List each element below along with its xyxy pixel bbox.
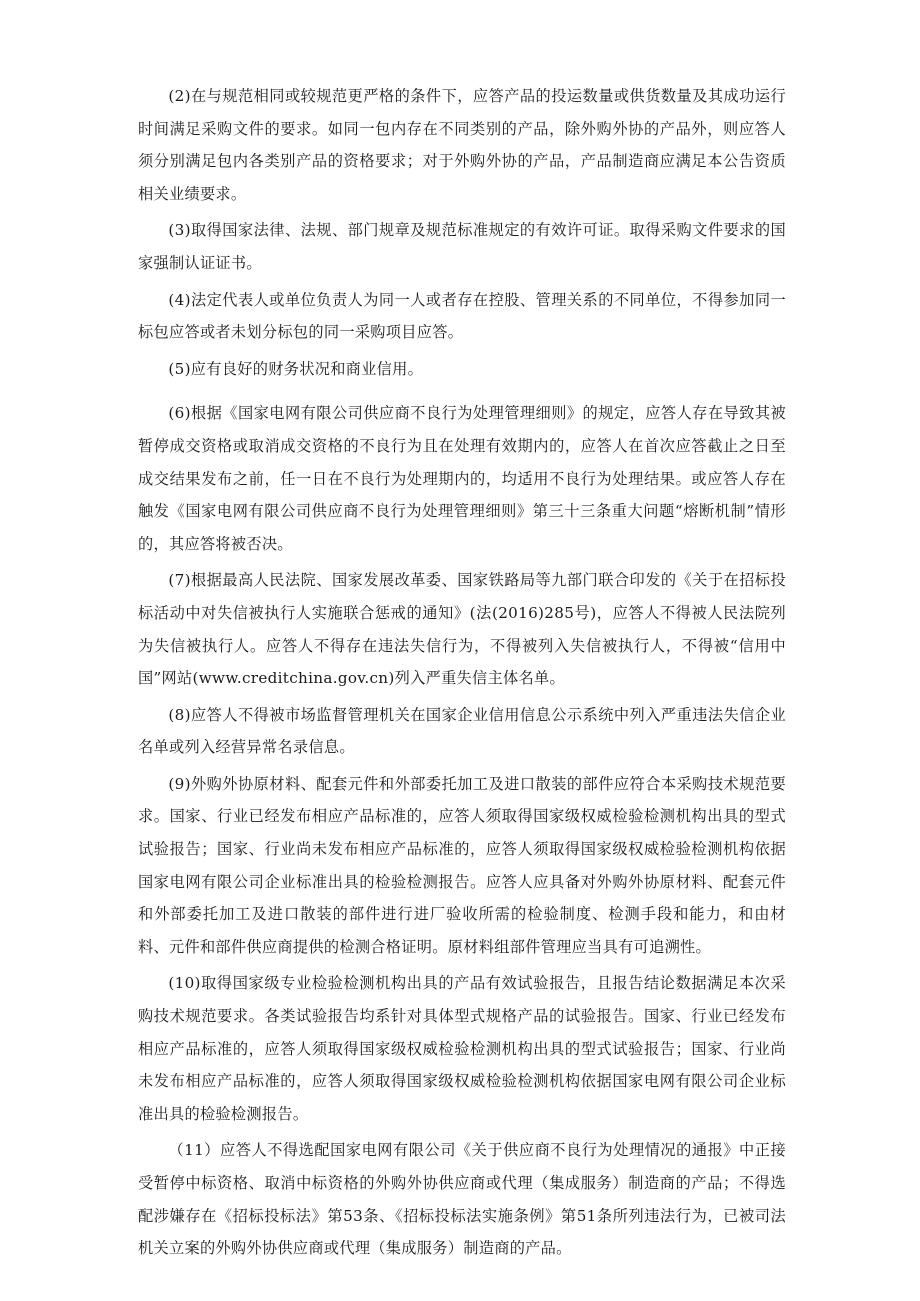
paragraph-8: (8)应答人不得被市场监督管理机关在国家企业信用信息公示系统中列入严重违法失信企业名单或列入经营异常名录信息。 (138, 705, 786, 757)
paragraph-6: (6)根据《国家电网有限公司供应商不良行为处理管理细则》的规定，应答人存在导致其被暂停成交资格或取消成交资格的不良行为且在处理有效期内的，应答人在首次应答截止之日至成交结果发布之前，任一日在不良行为处理期内的，均适用不良行为处理结果。或应答人存在触发《国家电网有限公司供应商不良行为处理管理细则》第三十三条重大问题“熔断机制”情形的，其应答将被否决。 (138, 404, 786, 553)
paragraph-10: (10)取得国家级专业检验检测机构出具的产品有效试验报告，且报告结论数据满足本次采购技术规范要求。各类试验报告均系针对具体型式规格产品的试验报告。国家、行业已经发布相应产品标准的，应答人须取得国家级权威检验检测机构出具的型式试验报告；国家、行业尚未发布相应产品标准的，应答人须取得国家级权威检验检测机构依据国家电网有限公司企业标准出具的检验检测报告。 (138, 974, 786, 1123)
paragraph-2: (2)在与规范相同或较规范更严格的条件下，应答产品的投运数量或供货数量及其成功运行时间满足采购文件的要求。如同一包内存在不同类别的产品，除外购外协的产品外，则应答人须分别满足包内各类别产品的资格要求；对于外购外协的产品，产品制造商应满足本公告资质相关业绩要求。 (138, 87, 786, 203)
document-page (138, 80, 786, 1269)
paragraph-11: （11）应答人不得选配国家电网有限公司《关于供应商不良行为处理情况的通报》中正接受暂停中标资格、取消中标资格的外购外协供应商或代理（集成服务）制造商的产品；不得选配涉嫌存在《招标投标法》第53条、《招标投标法实施条例》第51条所列违法行为，已被司法机关立案的外购外协供应商或代理（集成服务）制造商的产品。 (138, 1141, 786, 1258)
paragraph-3: (3)取得国家法律、法规、部门规章及规范标准规定的有效许可证。取得采购文件要求的国家强制认证证书。 (138, 221, 786, 272)
paragraph-4: (4)法定代表人或单位负责人为同一人或者存在控股、管理关系的不同单位，不得参加同一标包应答或者未划分标包的同一采购项目应答。 (138, 290, 786, 342)
paragraph-7: (7)根据最高人民法院、国家发展改革委、国家铁路局等九部门联合印发的《关于在招标投标活动中对失信被执行人实施联合惩戒的通知》(法(2016)285号)，应答人不得被人民法院列为失信被执行人。应答人不得存在违法失信行为，不得被列入失信被执行人，不得被“信用中国”网站(www.creditchina.gov.cn)列入严重失信主体名单。 (138, 571, 786, 688)
paragraph-9: (9)外购外协原材料、配套元件和外部委托加工及进口散装的部件应符合本采购技术规范要求。国家、行业已经发布相应产品标准的，应答人须取得国家级权威检验检测机构出具的型式试验报告；国家、行业尚未发布相应产品标准的，应答人须取得国家级权威检验检测机构依据国家电网有限公司企业标准出具的检验检测报告。应答人应具备对外购外协原材料、配套元件和外部委托加工及进口散装的部件进行进厂验收所需的检验制度、检测手段和能力，和由材料、元件和部件供应商提供的检测合格证明。原材料组部件管理应当具有可追溯性。 (138, 774, 786, 956)
paragraph-5: (5)应有良好的财务状况和商业信用。 (168, 359, 424, 378)
